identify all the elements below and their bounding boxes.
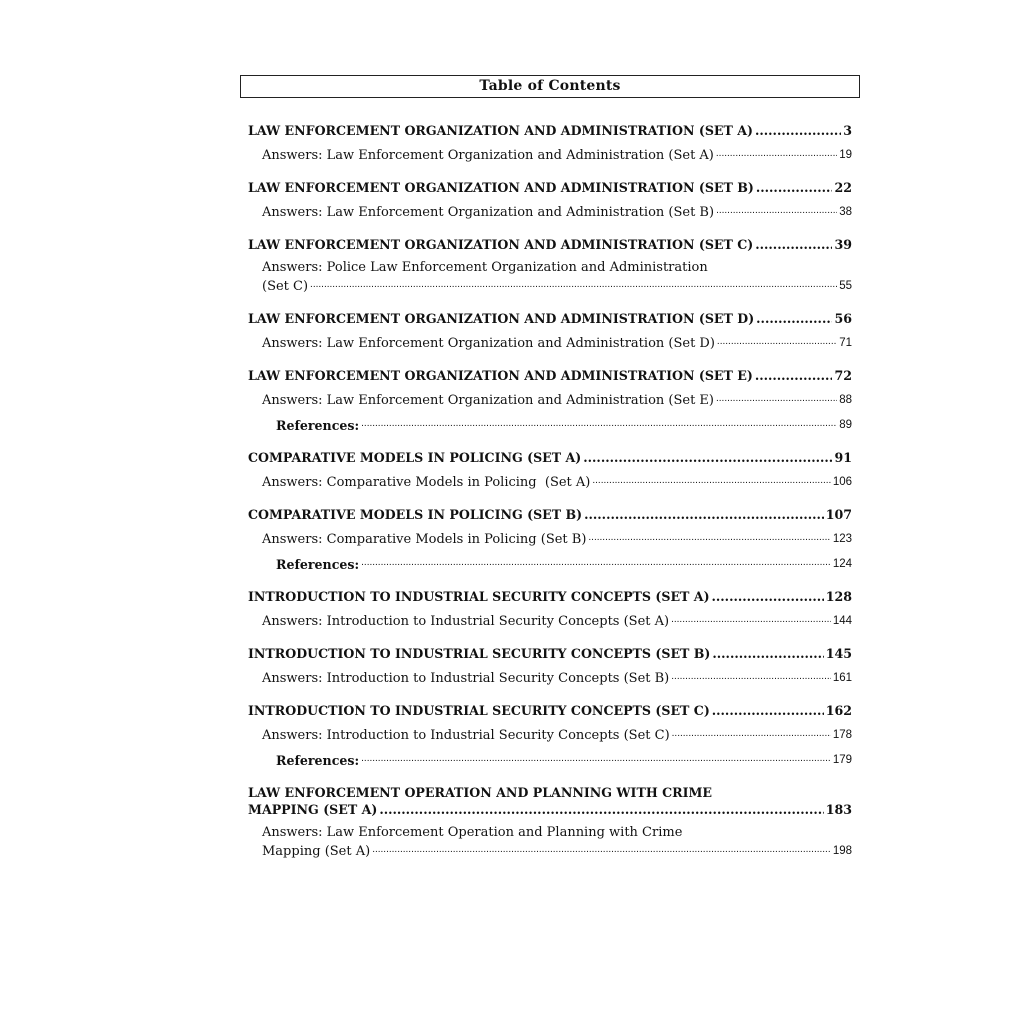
dot-leader — [756, 310, 832, 327]
toc-answer-label: Answers: Introduction to Industrial Security Concepts (Set C) — [262, 728, 670, 743]
toc-answer-page: 71 — [839, 337, 852, 349]
dot-leader — [372, 841, 831, 858]
dot-leader — [716, 202, 837, 219]
toc-section — [248, 588, 852, 630]
dot-leader — [716, 390, 837, 407]
toc-answer-page: 198 — [832, 845, 852, 857]
toc-section — [248, 367, 852, 434]
toc-heading-label: LAW ENFORCEMENT ORGANIZATION AND ADMINISTRATION (SET C) — [248, 237, 754, 252]
toc-references-label: References: — [276, 753, 360, 768]
toc-answer-label-line2: (Set C) — [262, 279, 309, 294]
toc-section — [248, 310, 852, 352]
toc-heading-page: 3 — [843, 123, 852, 138]
toc-heading-label: LAW ENFORCEMENT ORGANIZATION AND ADMINISTRATION (SET B) — [248, 180, 754, 195]
toc-answer-label-line1: Answers: Law Enforcement Operation and Planning with Crime — [262, 825, 683, 840]
toc-answer-label: Answers: Introduction to Industrial Security Concepts (Set A) — [262, 614, 670, 629]
dot-leader — [592, 472, 830, 489]
toc-heading[interactable] — [248, 702, 852, 719]
toc-answer[interactable] — [248, 333, 852, 352]
dot-leader — [672, 725, 831, 742]
toc-answer[interactable] — [248, 472, 852, 491]
dot-leader — [361, 415, 837, 432]
toc-heading-page: 39 — [834, 237, 852, 252]
toc-answer-label-line1: Answers: Police Law Enforcement Organization and Administration — [262, 260, 708, 275]
toc-answer[interactable] — [248, 824, 852, 860]
toc-heading-label: INTRODUCTION TO INDUSTRIAL SECURITY CONCEPTS (SET C) — [248, 703, 710, 718]
dot-leader — [588, 529, 830, 546]
toc-heading[interactable] — [248, 506, 852, 523]
dot-leader — [712, 588, 824, 605]
toc-references-label: References: — [276, 418, 360, 433]
toc-title: Table of Contents — [240, 75, 860, 98]
toc-page — [240, 75, 860, 875]
toc-answer-label-line2: Mapping (Set A) — [262, 844, 371, 859]
toc-section — [248, 645, 852, 687]
toc-heading[interactable] — [248, 367, 852, 384]
toc-heading-label: COMPARATIVE MODELS IN POLICING (SET B) — [248, 507, 583, 522]
toc-answer-page: 55 — [839, 280, 852, 292]
toc-answer-page: 19 — [839, 149, 852, 161]
toc-heading-page: 22 — [834, 180, 852, 195]
dot-leader — [584, 506, 824, 523]
toc-references-page: 124 — [832, 558, 852, 570]
toc-references[interactable] — [248, 554, 852, 573]
dot-leader — [671, 611, 831, 628]
toc-heading-page: 107 — [825, 507, 852, 522]
toc-references-page: 89 — [839, 419, 852, 431]
toc-answer[interactable] — [248, 202, 852, 221]
dot-leader — [379, 801, 823, 818]
toc-answer[interactable] — [248, 725, 852, 744]
toc-answer-label: Answers: Law Enforcement Organization and Administration (Set E) — [262, 393, 714, 408]
dot-leader — [712, 702, 824, 719]
toc-heading-label: COMPARATIVE MODELS IN POLICING (SET A) — [248, 450, 582, 465]
toc-answer[interactable] — [248, 529, 852, 548]
toc-heading-page: 56 — [834, 311, 852, 326]
dot-leader — [756, 179, 833, 196]
toc-heading[interactable] — [248, 449, 852, 466]
toc-answer-label: Answers: Law Enforcement Organization and Administration (Set A) — [262, 148, 714, 163]
toc-section — [248, 122, 852, 164]
toc-section — [248, 449, 852, 491]
toc-heading[interactable] — [248, 179, 852, 196]
dot-leader — [361, 750, 831, 767]
dot-leader — [671, 668, 831, 685]
toc-entries — [240, 122, 860, 860]
dot-leader — [716, 145, 837, 162]
toc-answer-label: Answers: Comparative Models in Policing (Set B) — [262, 532, 587, 547]
toc-heading-page: 145 — [825, 646, 852, 661]
toc-references[interactable] — [248, 750, 852, 769]
toc-section — [248, 236, 852, 295]
toc-heading-page: 162 — [825, 703, 852, 718]
toc-answer-page: 123 — [832, 533, 852, 545]
toc-answer-page: 88 — [839, 394, 852, 406]
toc-heading-label: INTRODUCTION TO INDUSTRIAL SECURITY CONCEPTS (SET B) — [248, 646, 711, 661]
toc-heading-label: INTRODUCTION TO INDUSTRIAL SECURITY CONCEPTS (SET A) — [248, 589, 710, 604]
toc-heading[interactable] — [248, 310, 852, 327]
toc-heading-label-line1: LAW ENFORCEMENT OPERATION AND PLANNING WITH CRIME — [248, 785, 713, 800]
dot-leader — [310, 276, 837, 293]
toc-heading[interactable] — [248, 236, 852, 253]
toc-heading-page: 91 — [834, 450, 852, 465]
toc-section — [248, 702, 852, 769]
toc-references-page: 179 — [832, 754, 852, 766]
dot-leader — [755, 236, 832, 253]
toc-heading-label: LAW ENFORCEMENT ORGANIZATION AND ADMINISTRATION (SET E) — [248, 368, 753, 383]
dot-leader — [583, 449, 832, 466]
toc-answer-page: 106 — [832, 476, 852, 488]
dot-leader — [717, 333, 837, 350]
toc-answer-page: 161 — [832, 672, 852, 684]
toc-references-label: References: — [276, 557, 360, 572]
toc-section — [248, 179, 852, 221]
toc-heading-page: 128 — [825, 589, 852, 604]
toc-heading-label-line2: MAPPING (SET A) — [248, 802, 378, 817]
dot-leader — [712, 645, 823, 662]
toc-heading-label: LAW ENFORCEMENT ORGANIZATION AND ADMINISTRATION (SET A) — [248, 123, 754, 138]
toc-section — [248, 784, 852, 860]
toc-answer-page: 178 — [832, 729, 852, 741]
toc-answer[interactable] — [248, 390, 852, 409]
toc-heading-label: LAW ENFORCEMENT ORGANIZATION AND ADMINISTRATION (SET D) — [248, 311, 755, 326]
toc-heading-page: 183 — [825, 802, 852, 817]
toc-answer-page: 144 — [832, 615, 852, 627]
toc-references[interactable] — [248, 415, 852, 434]
toc-answer-label: Answers: Law Enforcement Organization and Administration (Set B) — [262, 205, 715, 220]
toc-heading-page: 72 — [834, 368, 852, 383]
toc-answer[interactable] — [248, 259, 852, 295]
toc-heading[interactable] — [248, 588, 852, 605]
toc-heading[interactable] — [248, 645, 852, 662]
dot-leader — [361, 554, 831, 571]
toc-answer[interactable] — [248, 611, 852, 630]
dot-leader — [755, 367, 833, 384]
toc-heading[interactable] — [248, 784, 852, 818]
toc-answer-label: Answers: Law Enforcement Organization and Administration (Set D) — [262, 336, 715, 351]
toc-answer-label: Answers: Comparative Models in Policing (Set A) — [262, 475, 591, 490]
toc-answer[interactable] — [248, 668, 852, 687]
toc-heading[interactable] — [248, 122, 852, 139]
toc-answer[interactable] — [248, 145, 852, 164]
toc-answer-label: Answers: Introduction to Industrial Security Concepts (Set B) — [262, 671, 670, 686]
toc-section — [248, 506, 852, 573]
toc-answer-page: 38 — [839, 206, 852, 218]
dot-leader — [755, 122, 841, 139]
